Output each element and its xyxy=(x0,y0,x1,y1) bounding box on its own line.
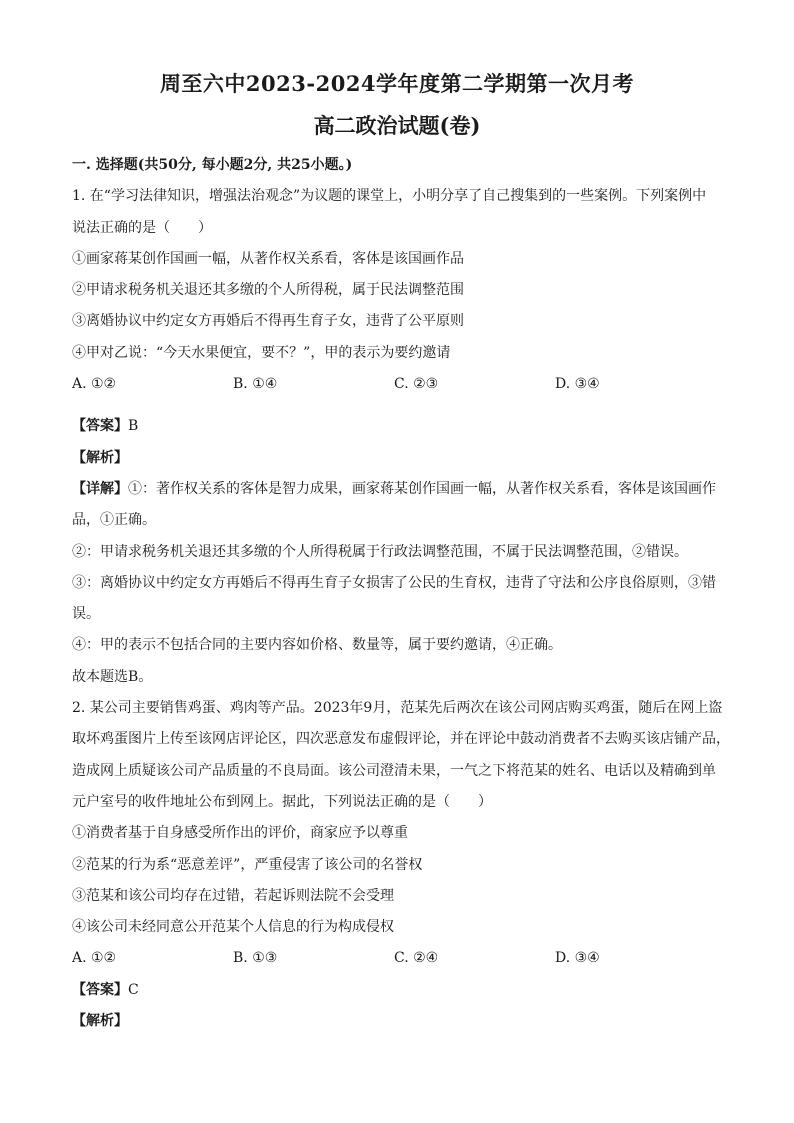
detail-text: ③：离婚协议中约定女方再婚后不得再生育子女损害了公民的生育权，违背了守法和公序良俗原则，③错 xyxy=(72,574,716,591)
answer-line xyxy=(72,411,724,442)
statement-item: ①画家蒋某创作国画一幅，从著作权关系看，客体是该国画作品 xyxy=(72,250,464,267)
detail-text: ④：甲的表示不包括合同的主要内容如价格、数量等，属于要约邀请，④正确。 xyxy=(72,637,562,654)
analysis-label: 【解析】 xyxy=(72,449,128,466)
option-b: B. ①④ xyxy=(233,376,278,393)
answer-label: 【答案】 xyxy=(72,981,128,998)
question-stem-line: 2. 某公司主要销售鸡蛋、鸡肉等产品。2023年9月，范某先后两次在该公司网店购买鸡蛋，随后在网上盗 xyxy=(72,700,723,717)
option-b: B. ①③ xyxy=(233,950,278,967)
question-stem-line: 元户室号的收件地址公布到网上。据此，下列说法正确的是（ ） xyxy=(72,793,492,810)
page-title: 周至六中2023-2024学年度第二学期第一次月考 xyxy=(159,71,635,96)
option-c: C. ②③ xyxy=(394,376,439,393)
question-stem-line: 说法正确的是（ ） xyxy=(72,219,212,236)
question-stem-line: 取坏鸡蛋图片上传至该网店评论区，四次恶意发布虚假评论，并在评论中鼓动消费者不去购买该店铺产品， xyxy=(72,731,730,748)
statement-item: ①消费者基于自身感受所作出的评价，商家应予以尊重 xyxy=(72,825,408,842)
answer-line xyxy=(72,975,724,1006)
detail-line xyxy=(72,474,724,505)
page-subtitle: 高二政治试题(卷) xyxy=(313,113,481,138)
statement-item: ②甲请求税务机关退还其多缴的个人所得税，属于民法调整范围 xyxy=(72,282,464,299)
question-stem-line: 造成网上质疑该公司产品质量的不良局面。该公司澄清未果，一气之下将范某的姓名、电话以及精确到单 xyxy=(72,762,716,779)
detail-text: ①：著作权关系的客体是智力成果，画家蒋某创作国画一幅，从著作权关系看，客体是该国画作 xyxy=(128,480,716,497)
option-a: A. ①② xyxy=(72,950,117,967)
option-a: A. ①② xyxy=(72,376,117,393)
detail-text: 品，①正确。 xyxy=(72,512,156,529)
answer-options xyxy=(72,943,724,974)
detail-label: 【详解】 xyxy=(72,480,128,497)
detail-text: ②：甲请求税务机关退还其多缴的个人所得税属于行政法调整范围，不属于民法调整范围，②错误。 xyxy=(72,543,688,560)
option-c: C. ②④ xyxy=(394,950,439,967)
statement-item: ③范某和该公司均存在过错，若起诉则法院不会受理 xyxy=(72,887,394,904)
question-2 xyxy=(72,693,730,1037)
answer-value: B xyxy=(128,418,139,435)
question-stem-line: 1. 在“学习法律知识，增强法治观念”为议题的课堂上，小明分享了自己搜集到的一些案例。下列案例中 xyxy=(72,188,707,205)
statement-item: ④甲对乙说：“今天水果便宜，要不？”，甲的表示为要约邀请 xyxy=(72,344,451,361)
exam-content xyxy=(72,150,730,1037)
section-heading: 一. 选择题(共50分, 每小题2分, 共25小题。) xyxy=(72,157,353,173)
answer-options xyxy=(72,369,724,400)
statement-item: ④该公司未经同意公开范某个人信息的行为构成侵权 xyxy=(72,919,394,936)
statement-item: ②范某的行为系“恶意差评”，严重侵害了该公司的名誉权 xyxy=(72,856,423,873)
question-1 xyxy=(72,181,724,693)
analysis-label: 【解析】 xyxy=(72,1013,128,1030)
detail-text: 误。 xyxy=(72,606,100,623)
conclusion-text: 故本题选B。 xyxy=(72,668,153,685)
statement-item: ③离婚协议中约定女方再婚后不得再生育子女，违背了公平原则 xyxy=(72,313,464,330)
option-d: D. ③④ xyxy=(555,376,600,393)
answer-value: C xyxy=(128,981,139,998)
answer-label: 【答案】 xyxy=(72,418,128,435)
option-d: D. ③④ xyxy=(555,950,600,967)
